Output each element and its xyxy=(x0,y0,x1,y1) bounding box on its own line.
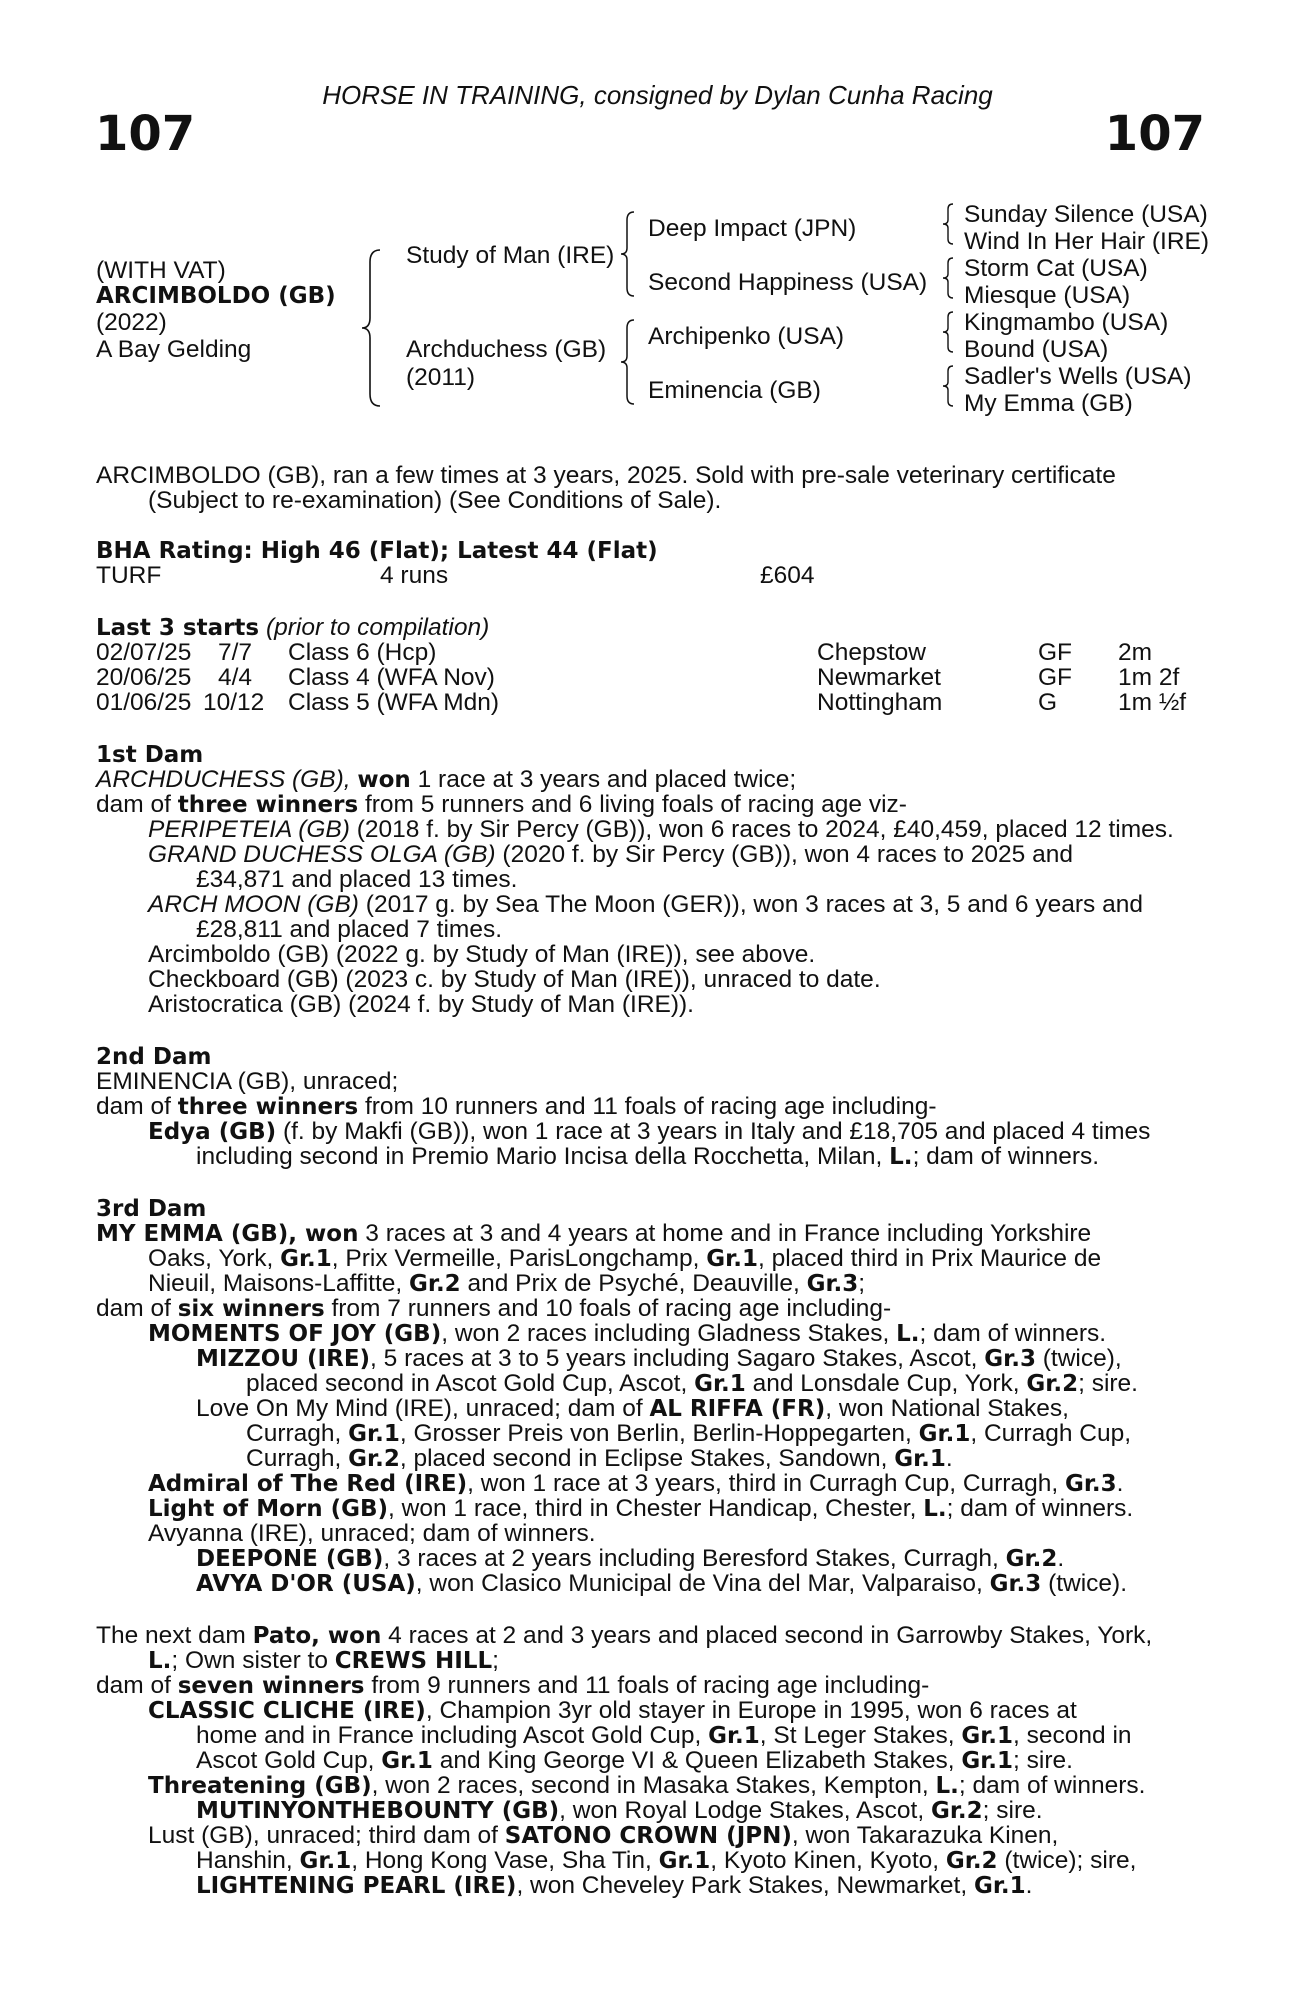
progeny-name: DEEPONE (GB) xyxy=(196,1546,384,1572)
text: ; dam of winners. xyxy=(912,1143,1100,1170)
start-date: 20/06/25 xyxy=(96,664,192,691)
winners-count: three winners xyxy=(177,1094,359,1120)
text: (2018 f. by Sir Percy (GB)), won 6 races to 2024, £40,459, placed 12 times. xyxy=(356,816,1174,843)
text: , Curragh Cup, xyxy=(970,1420,1132,1447)
progeny-name: ARCH MOON (GB) xyxy=(148,891,359,918)
nextdam-line xyxy=(148,1648,499,1675)
pedigree-sire-dam: Second Happiness (USA) xyxy=(648,269,928,296)
text: , Hong Kong Vase, Sha Tin, xyxy=(351,1847,652,1874)
lot-number-right: 107 xyxy=(1104,106,1205,162)
pedigree-dam-year: (2011) xyxy=(406,364,476,391)
starts-heading-italic: (prior to compilation) xyxy=(265,614,490,641)
text: Curragh, xyxy=(246,1445,342,1472)
pedigree-brace-sire xyxy=(618,210,638,298)
race-grade: Gr.1 xyxy=(348,1421,400,1447)
race-grade: Gr.1 xyxy=(694,1371,746,1397)
text: , 5 races at 3 to 5 years including Sagaro Stakes, Ascot, xyxy=(370,1345,978,1372)
race-grade: Gr.1 xyxy=(381,1748,433,1774)
progeny-name: LIGHTENING PEARL (IRE) xyxy=(196,1873,517,1899)
dam3-line xyxy=(148,1471,1123,1498)
pedigree-g1: Sunday Silence (USA) xyxy=(964,201,1208,228)
dam2-heading: 2nd Dam xyxy=(96,1044,212,1070)
start-course: Newmarket xyxy=(817,664,941,691)
text: , won 1 race, third in Chester Handicap, Chester, xyxy=(388,1495,917,1522)
race-grade: Gr.2 xyxy=(945,1848,998,1874)
text: (twice), xyxy=(1042,1345,1122,1372)
race-grade: Gr.2 xyxy=(1026,1371,1079,1397)
pedigree-brace-dam xyxy=(618,318,638,406)
dam1-record: 1 race at 3 years and placed twice; xyxy=(417,766,797,793)
text: , won 2 races, second in Masaka Stakes, Kempton, xyxy=(371,1772,929,1799)
progeny-name: CLASSIC CLICHE (IRE) xyxy=(148,1698,426,1724)
start-distance: 1m ½f xyxy=(1118,689,1187,716)
dam1-line xyxy=(148,892,1143,918)
race-grade: Gr.2 xyxy=(348,1446,400,1472)
nextdam-line xyxy=(96,1673,929,1700)
text: . xyxy=(1116,1470,1124,1497)
winners-count: three winners xyxy=(177,792,359,818)
text: , won Royal Lodge Stakes, Ascot, xyxy=(559,1797,925,1824)
race-grade: L. xyxy=(923,1496,947,1522)
pedigree-brace-g3 xyxy=(940,310,956,354)
start-course: Chepstow xyxy=(817,639,926,666)
race-grade: Gr.1 xyxy=(894,1446,946,1472)
text: from 9 runners and 11 foals of racing age including- xyxy=(371,1672,930,1699)
progeny-name: AVYA D'OR (USA) xyxy=(196,1571,416,1597)
dam3-line xyxy=(96,1221,1091,1248)
text: ; sire. xyxy=(982,1797,1043,1824)
dam1-line xyxy=(96,767,796,794)
race-grade: Gr.1 xyxy=(708,1723,760,1749)
progeny-name: SATONO CROWN (JPN) xyxy=(504,1823,792,1849)
pedigree-dam-dam: Eminencia (GB) xyxy=(648,377,821,404)
dam1-line: £34,871 and placed 13 times. xyxy=(196,866,518,893)
dam3-line xyxy=(196,1346,1122,1373)
nextdam-line xyxy=(196,1798,1043,1825)
start-distance: 2m xyxy=(1118,639,1153,666)
nextdam-line xyxy=(148,1698,1077,1725)
text: ; xyxy=(858,1270,866,1297)
dam3-line xyxy=(148,1496,1133,1523)
dam1-line xyxy=(148,817,1174,843)
start-class: Class 6 (Hcp) xyxy=(288,639,437,666)
text: and Prix de Psyché, Deauville, xyxy=(467,1270,800,1297)
text: from 7 runners and 10 foals of racing age including- xyxy=(331,1295,892,1322)
pedigree-sire-sire: Deep Impact (JPN) xyxy=(648,215,857,242)
start-position: 7/7 xyxy=(218,639,253,666)
dam1-line: £28,811 and placed 7 times. xyxy=(196,916,503,943)
text: Curragh, xyxy=(246,1420,342,1447)
progeny-name: PERIPETEIA (GB) xyxy=(148,816,350,843)
text: 3 races at 3 and 4 years at home and in France including Yorkshire xyxy=(365,1220,1092,1247)
start-going: G xyxy=(1038,689,1058,716)
dam2-line xyxy=(148,1119,1150,1146)
intro-line-1: ARCIMBOLDO (GB), ran a few times at 3 years, 2025. Sold with pre-sale veterinary certificate xyxy=(96,462,1116,489)
nextdam-line xyxy=(96,1623,1152,1650)
text: ; dam of winners. xyxy=(958,1772,1146,1799)
dam3-line xyxy=(148,1321,1106,1348)
dam3-heading: 3rd Dam xyxy=(96,1196,207,1222)
race-grade: Gr.2 xyxy=(930,1798,983,1824)
race-grade: Gr.3 xyxy=(1064,1471,1117,1497)
text: , placed third in Prix Maurice de xyxy=(757,1245,1102,1272)
race-grade: Gr.1 xyxy=(973,1873,1026,1899)
text: ; dam of winners. xyxy=(919,1320,1107,1347)
intro-line-2: (Subject to re-examination) (See Conditions of Sale). xyxy=(148,487,722,514)
progeny-name: GRAND DUCHESS OLGA (GB) xyxy=(148,841,496,868)
dam2-line: EMINENCIA (GB), unraced; xyxy=(96,1068,399,1095)
winners-count: seven winners xyxy=(177,1673,365,1699)
text: Hanshin, xyxy=(196,1847,293,1874)
text: Love On My Mind (IRE), unraced; dam of xyxy=(196,1395,643,1422)
text: placed second in Ascot Gold Cup, Ascot, xyxy=(246,1370,688,1397)
bha-runs: 4 runs xyxy=(380,562,449,589)
race-grade: Gr.1 xyxy=(961,1723,1014,1749)
text: Lust (GB), unraced; third dam of xyxy=(148,1822,498,1849)
text: ; sire. xyxy=(1013,1747,1073,1774)
race-grade: L. xyxy=(889,1144,913,1170)
progeny-name: MOMENTS OF JOY (GB) xyxy=(148,1321,442,1347)
horse-description: A Bay Gelding xyxy=(96,336,252,363)
text: , 3 races at 2 years including Beresford Stakes, Curragh, xyxy=(383,1545,999,1572)
text: , Prix Vermeille, ParisLongchamp, xyxy=(331,1245,700,1272)
bha-rating-heading: BHA Rating: High 46 (Flat); Latest 44 (Flat) xyxy=(96,538,658,564)
dam3-line xyxy=(148,1271,865,1298)
start-distance: 1m 2f xyxy=(1118,664,1180,691)
text: (twice). xyxy=(1048,1570,1128,1597)
start-class: Class 4 (WFA Nov) xyxy=(288,664,495,691)
pedigree-brace-main xyxy=(360,248,384,408)
nextdam-line xyxy=(148,1773,1145,1800)
text: Oaks, York, xyxy=(148,1245,274,1272)
text: , won 2 races including Gladness Stakes, xyxy=(441,1320,890,1347)
consignment-header: HORSE IN TRAINING, consigned by Dylan Cunha Racing xyxy=(322,80,993,110)
race-grade: L. xyxy=(935,1773,959,1799)
text: , won National Stakes, xyxy=(825,1395,1069,1422)
start-position: 4/4 xyxy=(218,664,253,691)
text: dam of xyxy=(96,1093,171,1120)
race-grade: Gr.1 xyxy=(706,1246,758,1272)
pedigree-brace-g2 xyxy=(940,256,956,300)
text: (twice); sire, xyxy=(1004,1847,1137,1874)
bha-surface: TURF xyxy=(96,562,162,589)
text: , Kyoto Kinen, Kyoto, xyxy=(710,1847,940,1874)
text: , St Leger Stakes, xyxy=(759,1722,955,1749)
race-grade: Gr.1 xyxy=(918,1421,971,1447)
text: including second in Premio Mario Incisa della Rocchetta, Milan, xyxy=(196,1143,883,1170)
dam1-line: Aristocratica (GB) (2024 f. by Study of Man (IRE)). xyxy=(148,991,694,1018)
pedigree-g7: Sadler's Wells (USA) xyxy=(964,363,1192,390)
text: . xyxy=(1025,1872,1033,1899)
progeny-name: AL RIFFA (FR) xyxy=(649,1396,826,1422)
race-grade: Gr.3 xyxy=(989,1571,1042,1597)
text: ; dam of winners. xyxy=(946,1495,1134,1522)
dam2-line xyxy=(96,1094,937,1121)
sibling-name: CREWS HILL xyxy=(334,1648,493,1674)
pedigree-g3: Storm Cat (USA) xyxy=(964,255,1148,282)
pedigree-sire: Study of Man (IRE) xyxy=(406,242,615,269)
dam2-line xyxy=(196,1144,1099,1171)
dam-name: Pato, won xyxy=(252,1623,382,1649)
text: , Champion 3yr old stayer in Europe in 1995, won 6 races at xyxy=(425,1697,1077,1724)
starts-heading-bold: Last 3 starts xyxy=(96,615,260,641)
race-grade: Gr.1 xyxy=(299,1848,352,1874)
nextdam-line xyxy=(196,1723,1132,1750)
text: from 5 runners and 6 living foals of racing age viz- xyxy=(364,791,907,818)
start-going: GF xyxy=(1038,639,1073,666)
pedigree-g6: Bound (USA) xyxy=(964,336,1109,363)
horse-year: (2022) xyxy=(96,309,167,336)
text: home and in France including Ascot Gold Cup, xyxy=(196,1722,702,1749)
dam3-line xyxy=(148,1246,1101,1273)
dam1-name: ARCHDUCHESS (GB), xyxy=(96,766,351,793)
text: dam of xyxy=(96,1672,171,1699)
text: (2017 g. by Sea The Moon (GER)), won 3 races at 3, 5 and 6 years and xyxy=(365,891,1143,918)
horse-name: ARCIMBOLDO (GB) xyxy=(96,283,336,309)
dam3-line xyxy=(196,1571,1127,1598)
pedigree-brace-g4 xyxy=(940,364,956,408)
pedigree-g5: Kingmambo (USA) xyxy=(964,309,1169,336)
pedigree-g4: Miesque (USA) xyxy=(964,282,1131,309)
progeny-name: Light of Morn (GB) xyxy=(148,1496,389,1522)
text: ; sire. xyxy=(1078,1370,1138,1397)
text: Ascot Gold Cup, xyxy=(196,1747,375,1774)
text: , Grosser Preis von Berlin, Berlin-Hoppegarten, xyxy=(399,1420,912,1447)
nextdam-line xyxy=(196,1873,1032,1900)
text: dam of xyxy=(96,1295,171,1322)
text: The next dam xyxy=(96,1622,246,1649)
bha-earnings: £604 xyxy=(760,562,815,589)
dam1-won: won xyxy=(357,767,411,793)
lot-number-left: 107 xyxy=(95,106,196,162)
dam-name: MY EMMA (GB), won xyxy=(96,1221,359,1247)
race-grade: L. xyxy=(896,1321,920,1347)
text: ; xyxy=(492,1647,499,1674)
text: (2020 f. by Sir Percy (GB)), won 4 races to 2025 and xyxy=(502,841,1073,868)
text: (f. by Makfi (GB)), won 1 race at 3 years in Italy and £18,705 and placed 4 times xyxy=(282,1118,1151,1145)
race-grade: Gr.2 xyxy=(409,1271,461,1297)
vat-note: (WITH VAT) xyxy=(96,257,226,284)
dam1-line xyxy=(96,792,907,819)
race-grade: Gr.3 xyxy=(984,1346,1036,1372)
dam3-line xyxy=(196,1396,1069,1423)
race-grade: Gr.3 xyxy=(806,1271,859,1297)
text: 4 races at 2 and 3 years and placed second in Garrowby Stakes, York, xyxy=(388,1622,1153,1649)
progeny-name: Edya (GB) xyxy=(148,1119,277,1145)
text: , won 1 race at 3 years, third in Curragh Cup, Curragh, xyxy=(467,1470,1059,1497)
text: , second in xyxy=(1013,1722,1132,1749)
pedigree-dam-sire: Archipenko (USA) xyxy=(648,323,845,350)
start-date: 01/06/25 xyxy=(96,689,192,716)
text: dam of xyxy=(96,791,171,818)
pedigree-brace-g1 xyxy=(940,202,956,246)
text: ; Own sister to xyxy=(171,1647,328,1674)
dam1-line xyxy=(148,842,1073,868)
race-grade: Gr.1 xyxy=(280,1246,332,1272)
text: and Lonsdale Cup, York, xyxy=(752,1370,1020,1397)
dam3-line xyxy=(196,1546,1064,1573)
winners-count: six winners xyxy=(177,1296,325,1322)
dam3-line: Avyanna (IRE), unraced; dam of winners. xyxy=(148,1520,596,1547)
race-grade: Gr.2 xyxy=(1005,1546,1058,1572)
progeny-name: MUTINYONTHEBOUNTY (GB) xyxy=(196,1798,560,1824)
nextdam-line xyxy=(148,1823,1058,1850)
dam3-line xyxy=(246,1446,953,1473)
text: and King George VI & Queen Elizabeth Stakes, xyxy=(439,1747,955,1774)
nextdam-line xyxy=(196,1848,1136,1875)
pedigree-g2: Wind In Her Hair (IRE) xyxy=(964,228,1210,255)
start-class: Class 5 (WFA Mdn) xyxy=(288,689,500,716)
starts-heading xyxy=(96,615,489,642)
nextdam-line xyxy=(196,1748,1073,1775)
text: , placed second in Eclipse Stakes, Sandown, xyxy=(399,1445,888,1472)
progeny-name: Admiral of The Red (IRE) xyxy=(148,1471,468,1497)
text: Nieuil, Maisons-Laffitte, xyxy=(148,1270,403,1297)
race-grade: Gr.1 xyxy=(658,1848,711,1874)
start-course: Nottingham xyxy=(817,689,943,716)
text: . xyxy=(945,1445,953,1472)
dam1-line: Checkboard (GB) (2023 c. by Study of Man (IRE)), unraced to date. xyxy=(148,966,881,993)
dam1-heading: 1st Dam xyxy=(96,742,204,768)
race-grade: Gr.1 xyxy=(961,1748,1014,1774)
start-date: 02/07/25 xyxy=(96,639,192,666)
dam3-line xyxy=(96,1296,891,1323)
pedigree-g8: My Emma (GB) xyxy=(964,390,1133,417)
text: , won Takarazuka Kinen, xyxy=(791,1822,1059,1849)
dam3-line xyxy=(246,1371,1138,1398)
text: from 10 runners and 11 foals of racing age including- xyxy=(364,1093,937,1120)
progeny-name: Threatening (GB) xyxy=(148,1773,372,1799)
start-position: 10/12 xyxy=(203,689,265,716)
text: , won Cheveley Park Stakes, Newmarket, xyxy=(516,1872,968,1899)
progeny-name: MIZZOU (IRE) xyxy=(196,1346,371,1372)
dam1-line: Arcimboldo (GB) (2022 g. by Study of Man (IRE)), see above. xyxy=(148,941,816,968)
start-going: GF xyxy=(1038,664,1073,691)
text: , won Clasico Municipal de Vina del Mar, Valparaiso, xyxy=(415,1570,983,1597)
text: . xyxy=(1057,1545,1065,1572)
race-grade: L. xyxy=(148,1648,172,1674)
dam3-line xyxy=(246,1421,1131,1448)
pedigree-dam: Archduchess (GB) xyxy=(406,336,607,363)
